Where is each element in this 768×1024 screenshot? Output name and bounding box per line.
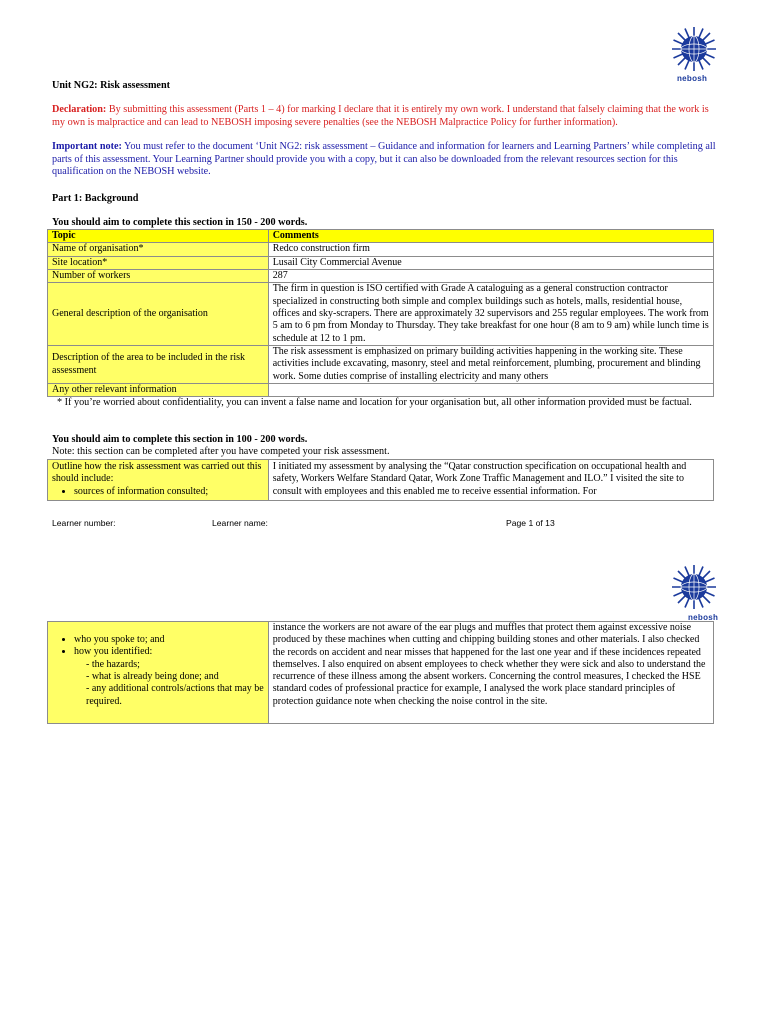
section2-instruction: You should aim to complete this section in 100 - 200 words.: [52, 434, 308, 445]
method-table-part2: [47, 621, 714, 724]
column-header-topic: Topic: [48, 230, 269, 243]
table-row: [48, 622, 714, 724]
table-row: [48, 269, 714, 282]
section2-note: Note: this section can be completed after you have competed your risk assessment.: [52, 446, 390, 457]
sub-item: - the hazards;: [86, 658, 140, 670]
table-row: [48, 283, 714, 346]
comment-cell: The firm in question is ISO certified with Grade A cataloguing as a general construction contractor specialized in constructing both simple and complex buildings such as hotels, malls, residential house, offices and sky-scrapers. There are approximately 32 supervisors and 255 regular employees. The work from 5 am to 6 pm from Monday to Thursday. They take breakfast for one hour (8 am to 9 am) while lunch time is schedule at 12 to 1 pm.: [268, 283, 713, 346]
topic-cell: General description of the organisation: [48, 283, 269, 346]
table-row: [48, 384, 714, 397]
declaration-text: By submitting this assessment (Parts 1 – 4) for marking I declare that it is entirely my own work. I understand that falsely claiming that the work is my own is malpractice and can lead to NEBOSH imposing severe penalties (see the NEBOSH Malpractice Policy for further information).: [52, 104, 709, 128]
list-item: • who you spoke to; and: [74, 634, 264, 646]
sub-item: - any additional controls/actions that may be required.: [86, 683, 264, 707]
topic-cell: Name of organisation*: [48, 243, 269, 256]
column-header-comments: Comments: [268, 230, 713, 243]
logo-wordmark: nebosh: [688, 613, 719, 622]
table-row: [48, 346, 714, 384]
topic-cell: Site location*: [48, 256, 269, 269]
prompt-list: [52, 486, 264, 498]
important-note-label: Important note:: [52, 141, 122, 152]
page-number: Page 1 of 13: [506, 518, 555, 528]
prompt-list: [52, 634, 264, 659]
method-prompt-title: Outline how the risk assessment was carried out this should include:: [52, 461, 262, 485]
important-note-text: You must refer to the document ‘Unit NG2: risk assessment – Guidance and information for learners and Learning Partners’ while completing all parts of this assessment. Your Learning Partner should provide you with a copy, but it can also be downloaded from the relevant resources section for this qualification on the NEBOSH website.: [52, 141, 716, 177]
method-answer-cell: I initiated my assessment by analysing the “Qatar construction specification on occupational health and safety, Workers Welfare Standard Qatar, Work Zone Traffic Management and ILO.” I visited the site to consult with employees and this enabled me to receive essential information. For: [268, 460, 713, 501]
table-header-row: [48, 230, 714, 243]
confidentiality-footnote: * If you’re worried about confidentiality, you can invent a false name and location for your organisation but, all other information provided must be factual.: [57, 397, 692, 408]
method-table-part1: [47, 459, 714, 501]
table-row: [48, 243, 714, 256]
method-prompt-cell: [48, 460, 269, 501]
table-row: [48, 256, 714, 269]
sub-list: [52, 659, 264, 708]
declaration: [52, 104, 720, 129]
unit-title: Unit NG2: Risk assessment: [52, 80, 171, 91]
nebosh-globe-icon: [669, 562, 719, 612]
list-item: • sources of information consulted;: [74, 486, 264, 498]
comment-cell: Lusail City Commercial Avenue: [268, 256, 713, 269]
learner-number-label: Learner number:: [52, 518, 116, 528]
list-item: • how you identified:: [74, 646, 264, 658]
comment-cell: Redco construction firm: [268, 243, 713, 256]
declaration-label: Declaration:: [52, 104, 107, 115]
comment-cell: [268, 384, 713, 397]
background-table: [47, 229, 714, 397]
method-prompt-cell: [48, 622, 269, 724]
part1-instruction: You should aim to complete this section in 150 - 200 words.: [52, 217, 308, 228]
part1-heading: Part 1: Background: [52, 193, 139, 204]
important-note: [52, 141, 720, 179]
method-answer-cell: instance the workers are not aware of the ear plugs and muffles that protect them against excessive noise produced by these machines when cutting and chipping building stones and other materials. I also checked the records on accident and near misses that happened for the last one year and if these incidences repeated themselves. I also enquired on absent employees to check whether they were sick and also to understand the recurrence of these illness among the absent workers. Concerning the control measures, I checked the HSE standard codes of professional practice for example, I analysed the work place standard principles of protection guidance note when checking the noise control in the site.: [268, 622, 713, 724]
sub-item: - what is already being done; and: [86, 671, 219, 683]
topic-cell: Any other relevant information: [48, 384, 269, 397]
learner-name-label: Learner name:: [212, 518, 268, 528]
logo-wordmark: nebosh: [677, 74, 708, 83]
table-row: [48, 460, 714, 501]
topic-cell: Description of the area to be included in the risk assessment: [48, 346, 269, 384]
comment-cell: 287: [268, 269, 713, 282]
nebosh-globe-icon: [669, 24, 719, 74]
topic-cell: Number of workers: [48, 269, 269, 282]
comment-cell: The risk assessment is emphasized on primary building activities happening in the working site. These activities include excavating, masonry, steel and metal reinforcement, plumbing, procurement and blinding work. Some duties comprise of installing electricity and many others: [268, 346, 713, 384]
